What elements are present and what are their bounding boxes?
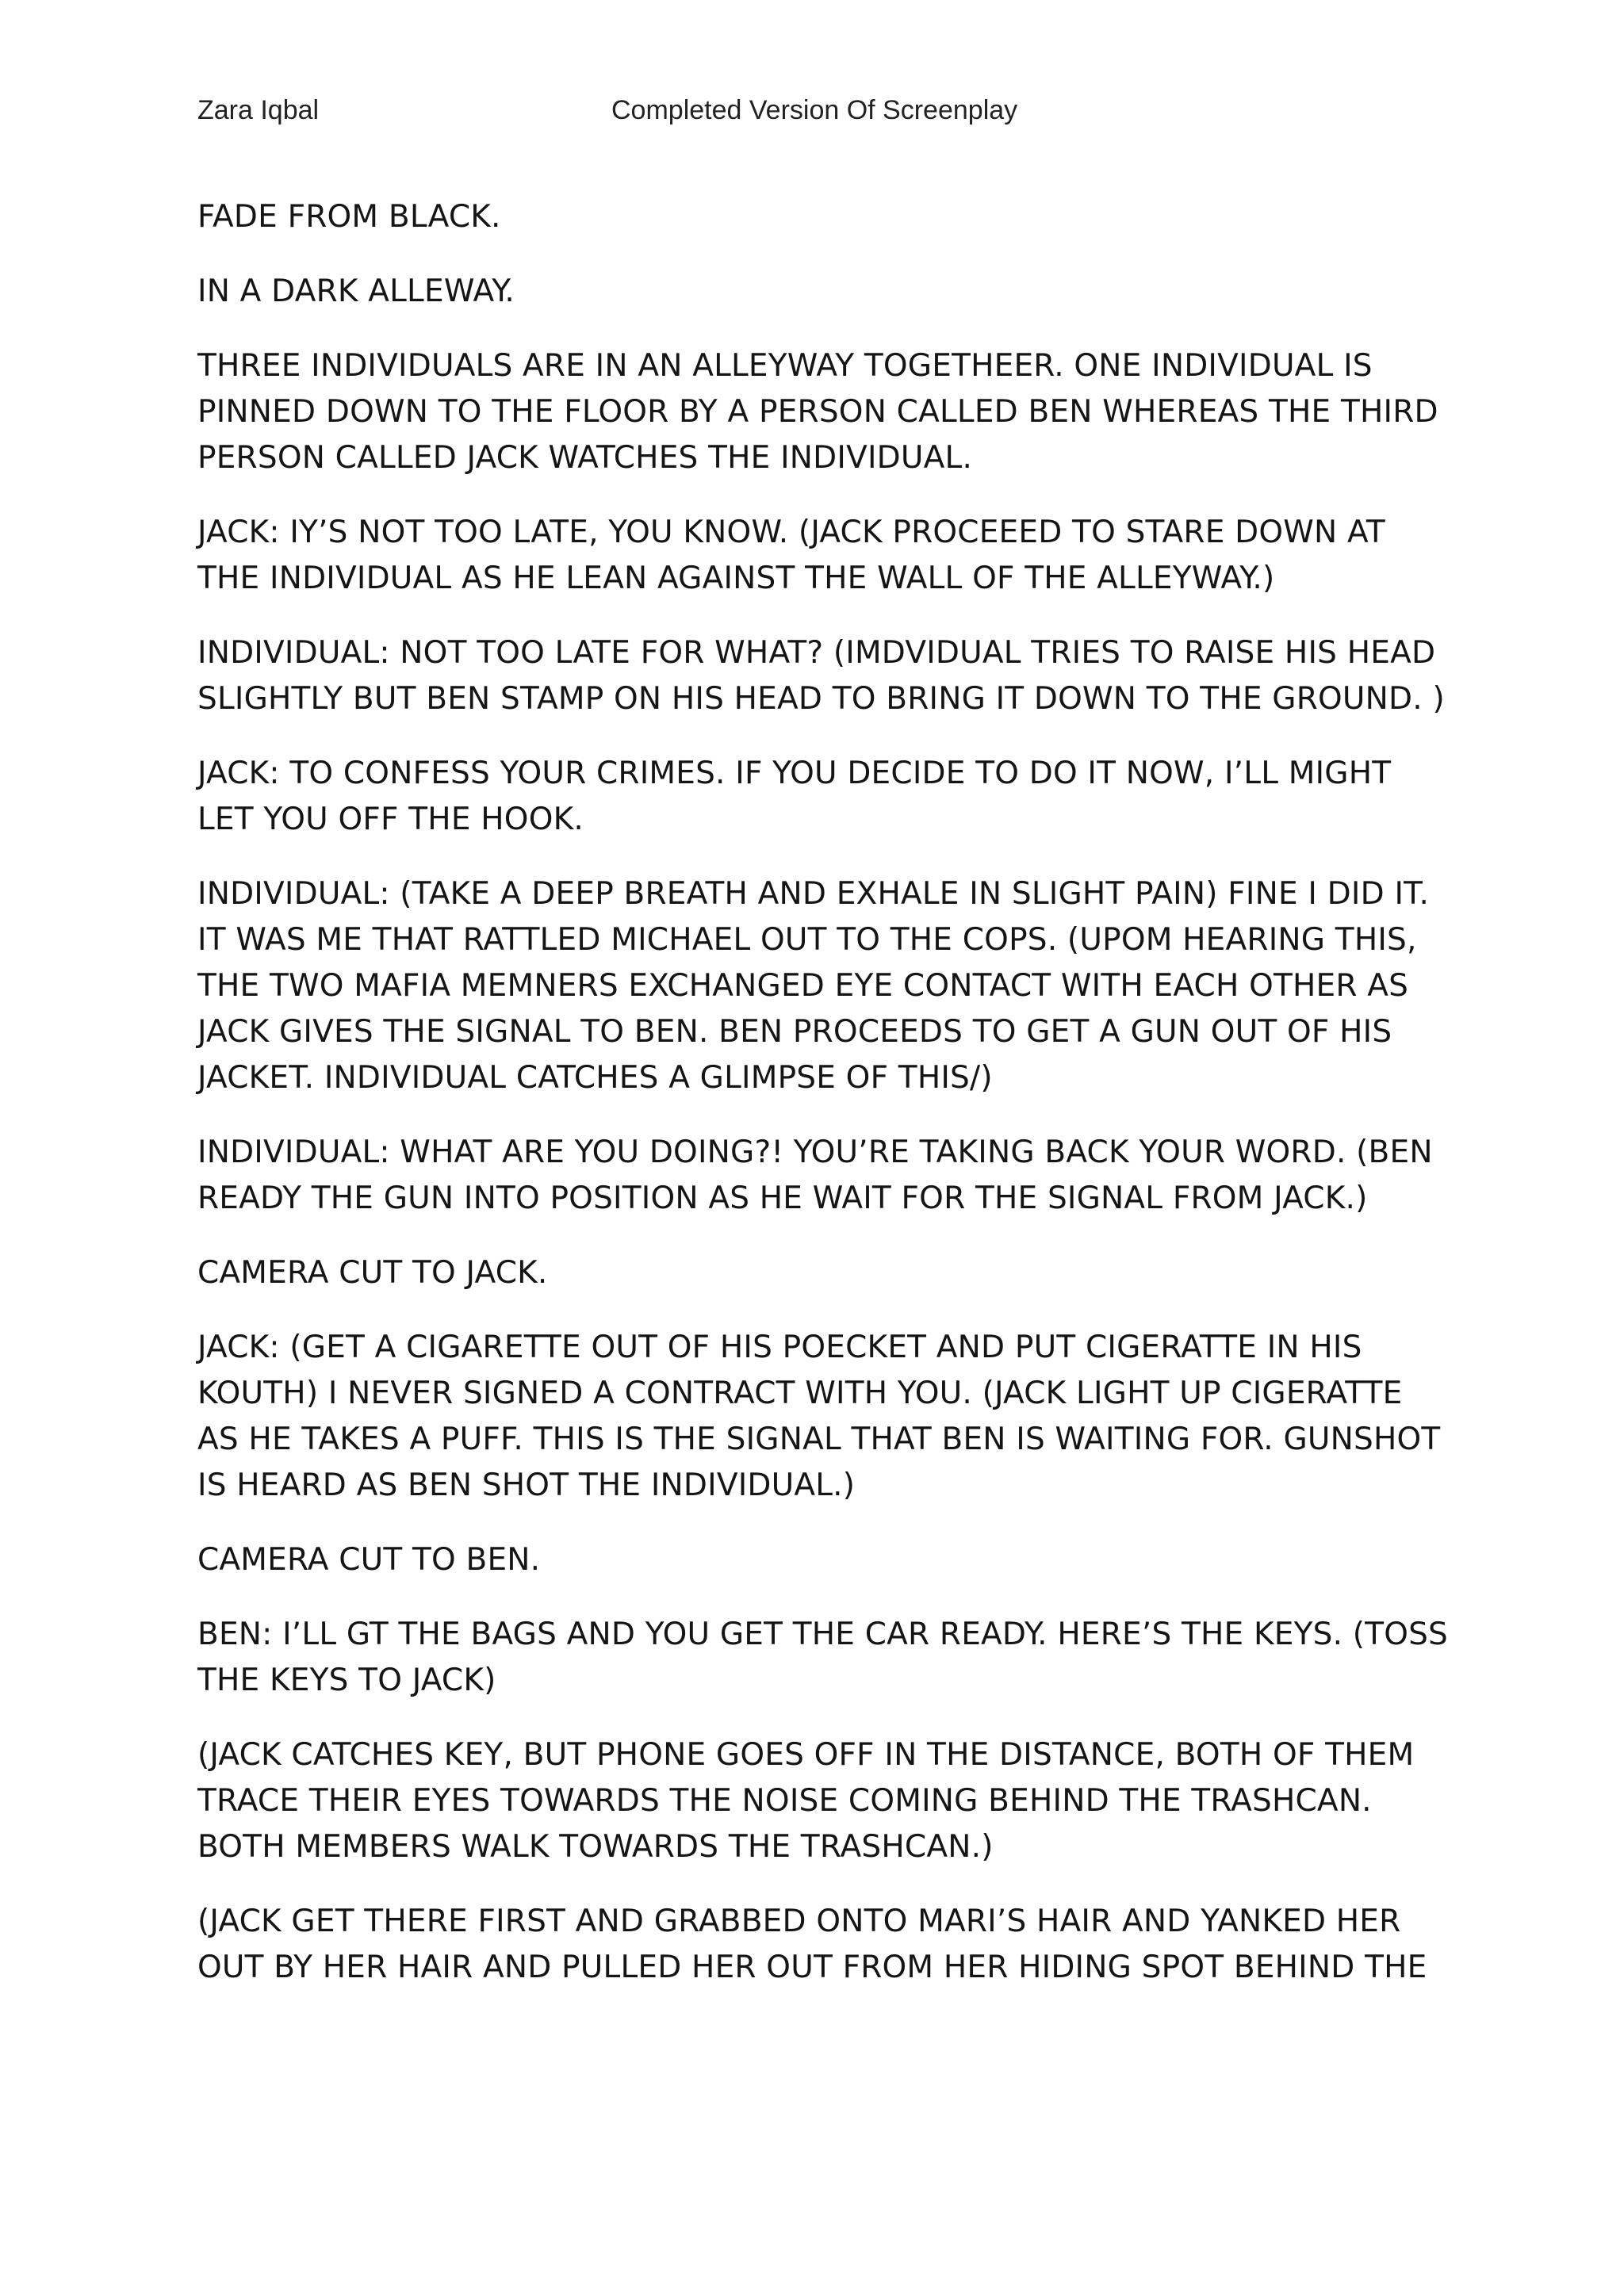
screenplay-paragraph: JACK: TO CONFESS YOUR CRIMES. IF YOU DECIDE TO DO IT NOW, I’LL MIGHT LET YOU OFF THE HOOK. (197, 756, 1392, 837)
screenplay-paragraph: JACK: (GET A CIGARETTE OUT OF HIS POECKET AND PUT CIGERATTE IN HIS KOUTH) I NEVER SIGNED A CONTRACT WITH YOU. (JACK LIGHT UP CIGERATTE AS HE TAKES A PUFF. THIS IS THE SIGNAL THAT BEN IS WAITING FOR. GUNSHOT IS HEARD AS BEN SHOT THE INDIVIDUAL.) (197, 1330, 1441, 1503)
screenplay-paragraph: CAMERA CUT TO BEN. (197, 1542, 541, 1578)
screenplay-paragraph: JACK: IY’S NOT TOO LATE, YOU KNOW. (JACK PROCEEED TO STARE DOWN AT THE INDIVIDUAL AS HE LEAN AGAINST THE WALL OF THE ALLEYWAY.) (197, 515, 1385, 596)
screenplay-paragraph: INDIVIDUAL: WHAT ARE YOU DOING?! YOU’RE TAKING BACK YOUR WORD. (BEN READY THE GUN INTO POSITION AS HE WAIT FOR THE SIGNAL FROM JACK.) (197, 1135, 1433, 1216)
screenplay-paragraph: INDIVIDUAL: NOT TOO LATE FOR WHAT? (IMDVIDUAL TRIES TO RAISE HIS HEAD SLIGHTLY BUT BEN STAMP ON HIS HEAD TO BRING IT DOWN TO THE GROUND. ) (197, 635, 1445, 717)
header-author: Zara Iqbal (197, 95, 320, 125)
screenplay-paragraph: INDIVIDUAL: (TAKE A DEEP BREATH AND EXHALE IN SLIGHT PAIN) FINE I DID IT. IT WAS ME THAT RATTLED MICHAEL OUT TO THE COPS. (UPOM HEARING THIS, THE TWO MAFIA MEMNERS EXCHANGED EYE CONTACT WITH EACH OTHER AS JACK GIVES THE SIGNAL TO BEN. BEN PROCEEDS TO GET A GUN OUT OF HIS JACKET. INDIVIDUAL CATCHES A GLIMPSE OF THIS/) (197, 876, 1430, 1096)
screenplay-paragraph: FADE FROM BLACK. (197, 199, 501, 235)
screenplay-paragraph: BEN: I’LL GT THE BAGS AND YOU GET THE CAR READY. HERE’S THE KEYS. (TOSS THE KEYS TO JACK) (197, 1617, 1449, 1698)
screenplay-paragraph: (JACK GET THERE FIRST AND GRABBED ONTO MARI’S HAIR AND YANKED HER OUT BY HER HAIR AND PULLED HER OUT FROM HER HIDING SPOT BEHIND THE (197, 1904, 1427, 1985)
screenplay-paragraph: THREE INDIVIDUALS ARE IN AN ALLEYWAY TOGETHEER. ONE INDIVIDUAL IS PINNED DOWN TO THE FLOOR BY A PERSON CALLED BEN WHEREAS THE THIRD PERSON CALLED JACK WATCHES THE INDIVIDUAL. (197, 348, 1438, 476)
screenplay-body (197, 194, 1450, 2019)
header-document-title: Completed Version Of Screenplay (611, 95, 1018, 125)
screenplay-paragraph: (JACK CATCHES KEY, BUT PHONE GOES OFF IN THE DISTANCE, BOTH OF THEM TRACE THEIR EYES TOWARDS THE NOISE COMING BEHIND THE TRASHCAN. BOTH MEMBERS WALK TOWARDS THE TRASHCAN.) (197, 1737, 1415, 1865)
page-header (197, 95, 1434, 135)
screenplay-paragraph: CAMERA CUT TO JACK. (197, 1255, 548, 1291)
screenplay-paragraph: IN A DARK ALLEWAY. (197, 274, 515, 309)
